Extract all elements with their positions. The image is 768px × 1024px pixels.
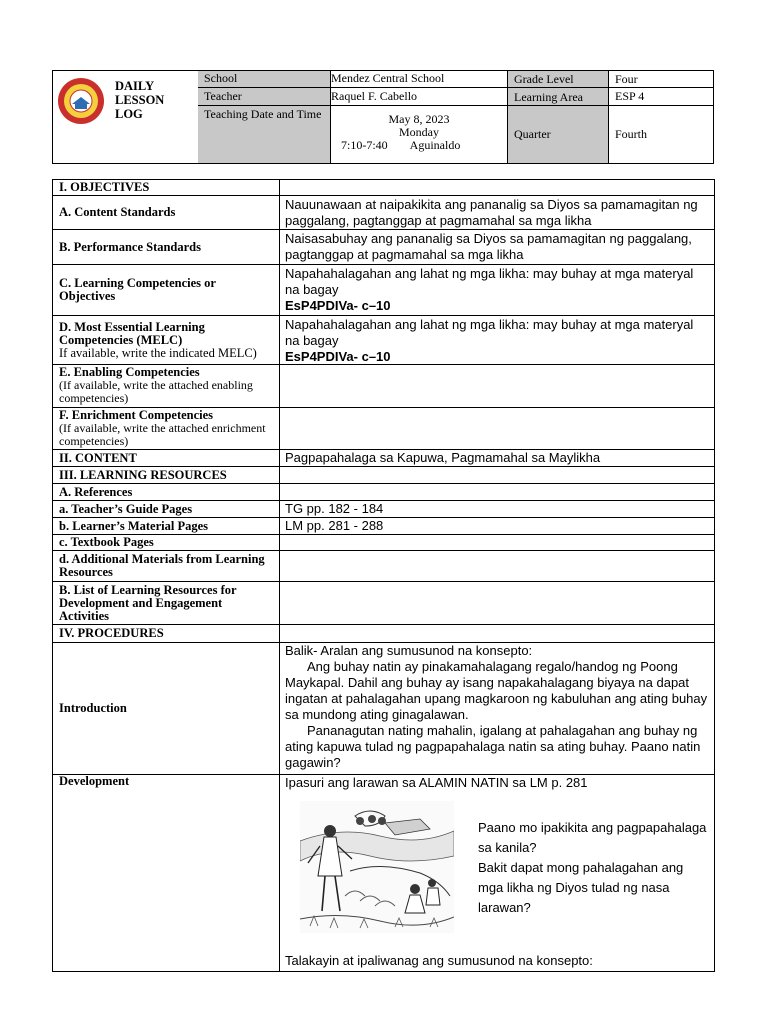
empty-cell — [280, 582, 714, 624]
resources-heading: III. LEARNING RESOURCES — [53, 467, 280, 483]
development-questions — [478, 818, 708, 918]
logo-cell — [53, 71, 199, 163]
quarter-value: Fourth — [615, 127, 648, 141]
row-content-standards — [53, 196, 714, 230]
introduction-label: Introduction — [53, 643, 280, 774]
school-label: School — [198, 71, 331, 88]
header-table — [52, 70, 714, 164]
dll-title — [115, 79, 164, 121]
row-enabling — [53, 365, 714, 408]
quarter-label: Quarter — [508, 106, 609, 163]
learning-area-label: Learning Area — [508, 88, 609, 106]
section-value: Aguinaldo — [409, 138, 461, 152]
deped-seal-icon — [57, 77, 105, 125]
enabling-label-cell — [53, 365, 280, 407]
enabling-label: E. Enabling Competencies — [59, 365, 200, 379]
references-label: A. References — [53, 484, 280, 500]
competency-code: EsP4PDIVa- c–10 — [285, 298, 391, 313]
empty-cell — [280, 551, 714, 581]
row-introduction — [53, 643, 714, 775]
learners-material-label: b. Learner’s Material Pages — [53, 518, 280, 534]
row-teachers-guide — [53, 501, 714, 518]
list-resources-label: B. List of Learning Resources for Development and Engagement Activities — [53, 582, 280, 624]
question: Bakit dapat mong pahalagahan ang mga likha ng Diyos tulad ng nasa larawan? — [478, 860, 684, 915]
content-label: II. CONTENT — [53, 450, 280, 466]
intro-paragraph: Pananagutan nating mahalin, igalang at pahalagahan ang buhay ng ating kapuwa tulad ng pagpapahalaga natin sa ating buhay. Paano natin gagawin? — [285, 723, 701, 770]
row-resources — [53, 467, 714, 484]
introduction-cell — [280, 643, 714, 774]
content-standards-value: Nauunawaan at naipakikita ang pananalig sa Diyos sa pamamagitan ng paggalang, pagtanggap at pagmamahal sa mga likha — [285, 197, 698, 228]
development-cell — [280, 775, 714, 971]
grade-level-label: Grade Level — [508, 71, 609, 88]
question: Paano mo ipakikita ang pagpapahalaga sa kanila? — [478, 820, 707, 855]
content-value: Pagpapahalaga sa Kapuwa, Pagmamahal sa Maylikha — [285, 450, 601, 465]
additional-materials-label: d. Additional Materials from Learning Resources — [53, 551, 280, 581]
empty-cell — [280, 535, 714, 550]
school-value: Mendez Central School — [331, 71, 508, 88]
row-procedures — [53, 625, 714, 643]
development-line: Ipasuri ang larawan sa ALAMIN NATIN sa LM p. 281 — [285, 775, 588, 790]
enabling-note: (If available, write the attached enabling competencies) — [59, 378, 253, 405]
empty-cell — [280, 180, 714, 195]
melc-label: D. Most Essential Learning Competencies (MELC) — [59, 319, 205, 347]
row-melc — [53, 316, 714, 365]
empty-cell — [280, 365, 714, 407]
performance-standards-label: B. Performance Standards — [53, 230, 280, 264]
development-closing-line: Talakayin at ipaliwanag ang sumusunod na konsepto: — [285, 953, 593, 968]
melc-note: If available, write the indicated MELC) — [59, 345, 257, 360]
learning-competencies-value: Napahahalagahan ang lahat ng mga likha: may buhay at mga materyal na bagay — [285, 266, 694, 297]
textbook-label: c. Textbook Pages — [53, 535, 280, 550]
teaching-date-value — [331, 106, 508, 163]
learning-area-value: ESP 4 — [609, 88, 713, 106]
children-nature-illustration — [300, 801, 454, 933]
teaching-date-label: Teaching Date and Time — [198, 106, 331, 163]
learning-competencies-cell — [280, 265, 714, 315]
teacher-value: Raquel F. Cabello — [331, 88, 508, 106]
teachers-guide-label: a. Teacher’s Guide Pages — [53, 501, 280, 517]
time-value: 7:10-7:40 — [341, 138, 388, 152]
learning-competencies-label: C. Learning Competencies or Objectives — [53, 265, 280, 315]
time-line — [331, 139, 507, 152]
content-standards-label: A. Content Standards — [53, 196, 280, 229]
title-line: LESSON — [115, 93, 165, 107]
teacher-label: Teacher — [198, 88, 331, 106]
grade-level-value: Four — [609, 71, 713, 88]
empty-cell — [280, 467, 714, 483]
empty-cell — [280, 625, 714, 642]
empty-cell — [280, 408, 714, 449]
title-line: LOG — [115, 107, 143, 121]
row-objectives — [53, 180, 714, 196]
enrichment-label: F. Enrichment Competencies — [59, 408, 214, 422]
objectives-heading: I. OBJECTIVES — [53, 180, 280, 195]
date-line: May 8, 2023 — [388, 112, 450, 126]
day-line: Monday — [399, 125, 439, 139]
row-development — [53, 775, 714, 971]
row-enrichment — [53, 408, 714, 450]
lesson-table — [52, 179, 715, 972]
row-performance-standards — [53, 230, 714, 265]
melc-cell — [280, 316, 714, 364]
enrichment-note: (If available, write the attached enrichment competencies) — [59, 421, 266, 448]
empty-cell — [280, 484, 714, 500]
row-additional-materials — [53, 551, 714, 582]
row-learners-material — [53, 518, 714, 535]
development-label: Development — [53, 775, 280, 971]
procedures-heading: IV. PROCEDURES — [53, 625, 280, 642]
melc-label-cell — [53, 316, 280, 364]
learners-material-value: LM pp. 281 - 288 — [285, 518, 384, 533]
melc-code: EsP4PDIVa- c–10 — [285, 349, 391, 364]
teachers-guide-value: TG pp. 182 - 184 — [285, 501, 384, 516]
intro-line: Balik- Aralan ang sumusunod na konsepto: — [285, 643, 533, 658]
row-list-resources — [53, 582, 714, 625]
row-textbook — [53, 535, 714, 551]
intro-paragraph: Ang buhay natin ay pinakamahalagang regalo/handog ng Poong Maykapal. Dahil ang buhay ay isang napakahalagang biyaya na dapat ingatan at pahalagahan upang magkaroon ng kabuluhan ang ating buhay sa mundong ating ginagalawan. — [285, 659, 708, 722]
row-learning-competencies — [53, 265, 714, 316]
row-references — [53, 484, 714, 501]
enrichment-label-cell — [53, 408, 280, 449]
melc-value: Napahahalagahan ang lahat ng mga likha: may buhay at mga materyal na bagay — [285, 317, 694, 348]
performance-standards-value: Naisasabuhay ang pananalig sa Diyos sa pamamagitan ng paggalang, pagtanggap at pagmamahal sa mga likha — [285, 231, 692, 262]
title-line: DAILY — [115, 79, 155, 93]
row-content — [53, 450, 714, 467]
